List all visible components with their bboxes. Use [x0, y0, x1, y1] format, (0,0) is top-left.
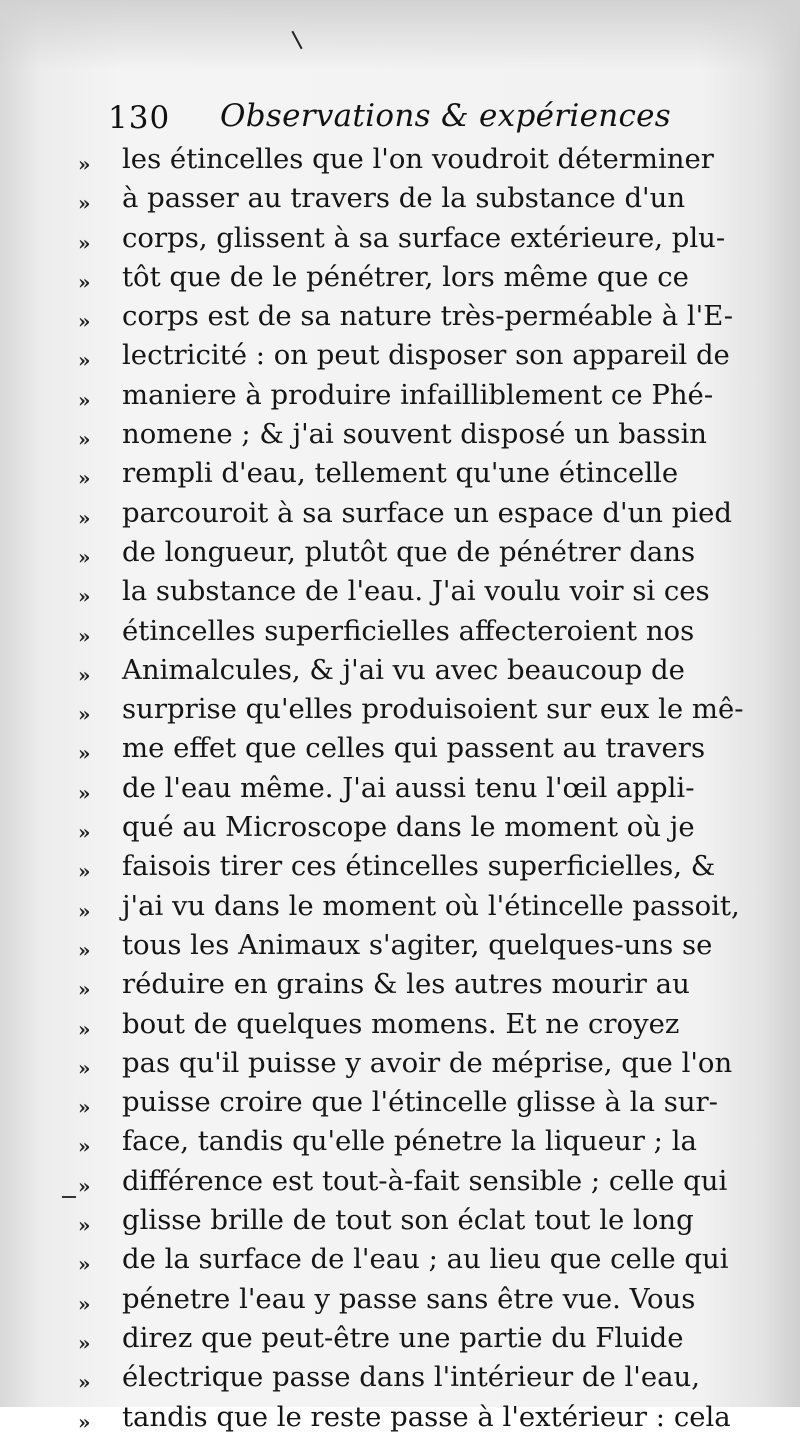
text-line: [78, 887, 740, 926]
line-text: nomene ; & j'ai souvent disposé un bassin: [122, 418, 707, 451]
text-line: [78, 533, 718, 572]
body-text: [78, 140, 744, 1437]
quotation-mark: »: [78, 505, 91, 530]
line-text: à passer au travers de la substance d'un: [122, 182, 686, 215]
quotation-mark: »: [78, 269, 91, 294]
line-text: différence est tout-à-fait sensible ; celle qui: [122, 1164, 728, 1197]
quotation-mark: »: [78, 1291, 91, 1316]
text-line: [78, 494, 733, 533]
text-line: [78, 926, 718, 965]
text-line: [78, 336, 730, 375]
line-text: glisse brille de tout son éclat tout le long: [122, 1204, 694, 1237]
line-text: tandis que le reste passe à l'extérieur : cela: [122, 1400, 731, 1433]
quotation-mark: »: [78, 152, 91, 176]
quotation-mark: »: [78, 977, 91, 1002]
text-line: [78, 847, 718, 886]
quotation-mark: »: [78, 309, 91, 334]
quotation-mark: »: [78, 1016, 91, 1041]
text-line: [78, 729, 718, 768]
text-line: [78, 179, 718, 218]
text-line: [78, 572, 718, 611]
line-text: bout de quelques momens. Et ne croyez: [122, 1007, 680, 1040]
text-line: [78, 808, 718, 847]
quotation-mark: »: [78, 780, 91, 805]
text-line: [78, 965, 718, 1004]
line-text: me effet que celles qui passent au travers: [122, 732, 706, 765]
text-line: [78, 297, 734, 336]
line-text: pénetre l'eau y passe sans être vue. Vous: [122, 1282, 696, 1315]
line-text: face, tandis qu'elle pénetre la liqueur ; la: [122, 1125, 697, 1158]
quotation-mark: »: [78, 1252, 91, 1277]
line-text: Animalcules, & j'ai vu avec beaucoup de: [122, 653, 685, 686]
text-line: [78, 1240, 729, 1279]
quotation-mark: »: [78, 662, 91, 687]
text-line: [78, 454, 718, 493]
quotation-mark: »: [78, 937, 91, 962]
line-text: réduire en grains & les autres mourir au: [122, 968, 690, 1001]
line-text: corps, glissent à sa surface extérieure, plu-: [122, 221, 726, 254]
quotation-mark: »: [78, 191, 91, 216]
quotation-mark: »: [78, 820, 91, 845]
ink-mark: [291, 31, 302, 50]
line-text: tôt que de le pénétrer, lors même que ce: [122, 260, 689, 293]
line-text: la substance de l'eau. J'ai voulu voir si ces: [122, 575, 710, 608]
text-line: [78, 1122, 718, 1161]
text-line: [78, 415, 718, 454]
line-text: surprise qu'elles produisoient sur eux le mê-: [122, 693, 744, 726]
text-line: [78, 140, 718, 179]
running-title: Observations & expériences: [220, 98, 672, 134]
quotation-mark: »: [78, 859, 91, 884]
line-text: rempli d'eau, tellement qu'une étincelle: [122, 457, 679, 490]
quotation-mark: »: [78, 898, 91, 923]
text-line: [78, 612, 718, 651]
quotation-mark: »: [78, 230, 91, 255]
quotation-mark: »: [78, 1055, 91, 1080]
quotation-mark: »: [78, 466, 91, 491]
line-text: maniere à produire infailliblement ce Phé-: [122, 378, 714, 411]
quotation-mark: »: [78, 544, 91, 569]
quotation-mark: »: [78, 387, 91, 412]
line-text: direz que peut-être une partie du Fluide: [122, 1321, 684, 1354]
text-line: [78, 1319, 718, 1358]
quotation-mark: »: [78, 1173, 91, 1198]
text-line: [78, 1083, 718, 1122]
margin-mark: [62, 1196, 76, 1198]
line-text: pas qu'il puisse y avoir de méprise, que l'on: [122, 1046, 733, 1079]
quotation-mark: »: [78, 741, 91, 766]
quotation-mark: »: [78, 584, 91, 609]
quotation-mark: »: [78, 1095, 91, 1120]
text-line: [78, 1201, 718, 1240]
page-header: [108, 98, 708, 144]
text-line: [78, 769, 718, 808]
text-line: [78, 376, 718, 415]
text-line: [78, 1280, 718, 1319]
text-line: [78, 651, 718, 690]
quotation-mark: »: [78, 1213, 91, 1238]
text-line: [78, 219, 726, 258]
text-line: [78, 1398, 731, 1437]
line-text: j'ai vu dans le moment où l'étincelle passoit,: [122, 889, 740, 922]
line-text: lectricité : on peut disposer son appareil de: [122, 339, 730, 372]
quotation-mark: »: [78, 427, 91, 452]
line-text: corps est de sa nature très-perméable à l'E-: [122, 300, 734, 333]
line-text: de la surface de l'eau ; au lieu que celle qui: [122, 1243, 729, 1276]
quotation-mark: »: [78, 1370, 91, 1395]
quotation-mark: »: [78, 1134, 91, 1159]
text-line: [78, 258, 718, 297]
quotation-mark: »: [78, 348, 91, 373]
line-text: de l'eau même. J'ai aussi tenu l'œil appli-: [122, 771, 695, 804]
quotation-mark: »: [78, 1330, 91, 1355]
line-text: électrique passe dans l'intérieur de l'eau,: [122, 1361, 700, 1394]
text-line: [78, 1005, 718, 1044]
line-text: qué au Microscope dans le moment où je: [122, 811, 695, 844]
text-line: [78, 690, 744, 729]
line-text: de longueur, plutôt que de pénétrer dans: [122, 535, 696, 568]
page-number: 130: [108, 100, 171, 136]
quotation-mark: »: [78, 702, 91, 727]
line-text: les étincelles que l'on voudroit déterminer: [122, 143, 714, 175]
quotation-mark: »: [78, 623, 91, 648]
line-text: puisse croire que l'étincelle glisse à la sur-: [122, 1086, 718, 1119]
quotation-mark: »: [78, 1409, 91, 1434]
line-text: parcouroit à sa surface un espace d'un pied: [122, 496, 733, 529]
line-text: faisois tirer ces étincelles superficielles, &: [122, 850, 716, 883]
text-line: [78, 1044, 733, 1083]
text-line: [78, 1358, 718, 1397]
line-text: étincelles superficielles affecteroient nos: [122, 614, 695, 647]
text-line: [78, 1162, 728, 1201]
line-text: tous les Animaux s'agiter, quelques-uns se: [122, 928, 713, 961]
